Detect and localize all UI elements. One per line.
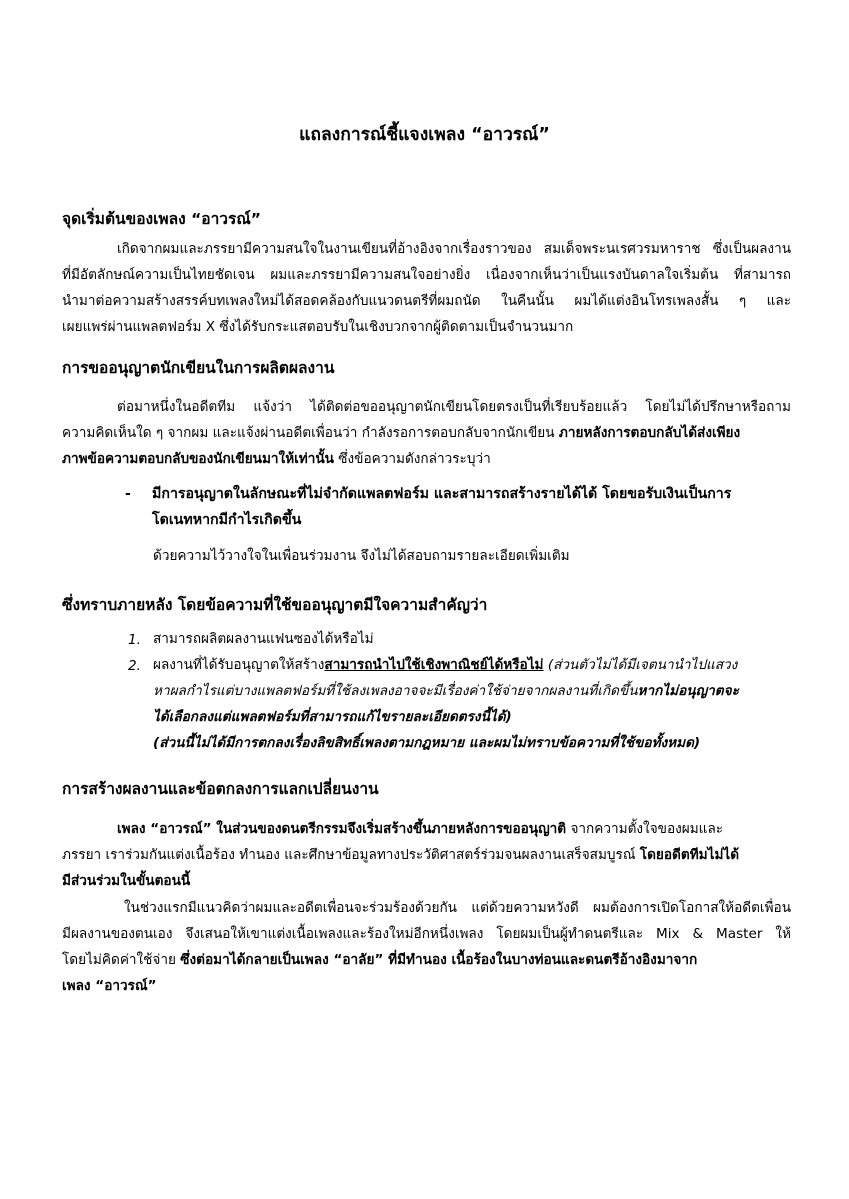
text-segment: โดยไม่คิดค่าใช้จ่าย (62, 952, 181, 968)
heading-request-text: ซึ่งทราบภายหลัง โดยข้อความที่ใช้ขออนุญาตมีใจความสำคัญว่า (62, 596, 488, 614)
bold-text: เพลง “อาวรณ์” ในส่วนของดนตรีกรรมจึงเริ่มสร้างขึ้นภายหลังการขออนุญาติ (117, 821, 567, 837)
rights-note: (ส่วนนี้ไม่ได้มีการตกลงเรื่องลิขสิทธิ์เพลงตามกฎหมาย และผมไม่ทราบข้อความที่ใช้ขอทั้งหมด) (153, 735, 701, 751)
quote-line: โดเนทหากมีกำไรเกิดขึ้น (152, 512, 302, 528)
paragraph-exchange (62, 895, 791, 999)
paragraph-line: ที่มีอัตลักษณ์ความเป็นไทยชัดเจน ผมและภรรยามีความสนใจอย่างยิ่ง เนื่องจากเห็นว่าเป็นแรงบันดาลใจเริ่มต้น ที่สามารถ (62, 267, 791, 283)
paragraph-line (62, 446, 791, 472)
paragraph-line: เผยแพร่ผ่านแพลตฟอร์ม X ซึ่งได้รับกระแสตอบรับในเชิงบวกจากผู้ติดตามเป็นจำนวนมาก (62, 319, 574, 335)
list-item-line (153, 652, 793, 678)
paragraph-line: ต่อมาหนึ่งในอดีตทีม แจ้งว่า ได้ติดต่อขออนุญาตนักเขียนโดยตรงเป็นที่เรียบร้อยแล้ว โดยไม่ได้ปรึกษาหรือถาม (117, 399, 791, 415)
list-item (153, 652, 793, 756)
bold-text: ซึ่งต่อมาได้กลายเป็นเพลง “อาลัย” ที่มีทำนอง เนื้อร้องในบางท่อนและดนตรีอ้างอิงมาจาก (180, 952, 698, 968)
paragraph-line (62, 420, 791, 446)
list-item: สามารถผลิตผลงานแฟนซองได้หรือไม่ (153, 631, 374, 647)
bold-italic-text: หากไม่อนุญาตจะ (637, 683, 739, 699)
quoted-permission (152, 481, 792, 533)
paragraph-line: เกิดจากผมและภรรยามีความสนใจในงานเขียนที่อ้างอิงจากเรื่องราวของ สมเด็จพระนเรศวรมหาราช ซึ่งเป็นผลงาน (117, 241, 791, 257)
bold-text: ภายหลังการตอบกลับได้ส่งเพียง (558, 425, 741, 441)
paragraph-line (62, 947, 791, 973)
paragraph-creation (62, 816, 791, 894)
paragraph-permission (62, 394, 791, 472)
paragraph-line: มีส่วนร่วมในขั้นตอนนี้ (62, 873, 191, 889)
italic-text: หาผลกำไรแต่บางแพลตฟอร์มที่ใช้ลงเพลงอาจจะมีเรื่องค่าใช้จ่ายจากผลงานที่เกิดขึ้น (153, 683, 638, 699)
paragraph-line: นำมาต่อความสร้างสรรค์บทเพลงใหม่ได้สอดคล้องกับแนวดนตรีที่ผมถนัด ในคืนนั้น ผมได้แต่งอินโทรเพลงสั้น ๆ และ (62, 293, 791, 309)
text-segment: ภรรยา เราร่วมกันแต่งเนื้อร้อง ทำนอง และศึกษาข้อมูลทางประวัติศาสตร์ร่วมจนผลงานเสร็จสมบูรณ์ (62, 847, 640, 863)
list-item-line (153, 678, 793, 704)
heading-creation: การสร้างผลงานและข้อตกลงการแลกเปลี่ยนงาน (62, 780, 379, 798)
list-item-line: ได้เลือกลงแต่แพลตฟอร์มที่สามารถแก้ไขรายละเอียดตรงนี้ได้) (153, 709, 512, 725)
text-segment: ความคิดเห็นใด ๆ จากผม และแจ้งผ่านอดีตเพื่อนว่า กำลังรอการตอบกลับจากนักเขียน (62, 425, 559, 441)
list-number: 1. (128, 632, 141, 648)
text-segment: ผลงานที่ได้รับอนุญาตให้สร้าง (153, 657, 325, 673)
text-segment: จากความตั้งใจของผมและ (566, 821, 724, 837)
heading-origin: จุดเริ่มต้นของเพลง “อาวรณ์” (62, 210, 261, 228)
italic-text: (ส่วนตัวไม่ได้มีเจตนานำไปแสวง (543, 657, 738, 673)
paragraph-line: มีผลงานของตนเอง จึงเสนอให้เขาแต่งเนื้อเพลงและร้องใหม่อีกหนึ่งเพลง โดยผมเป็นผู้ทำดนตรีและ Mix & Master ให้ (62, 926, 791, 942)
heading-permission: การขออนุญาตนักเขียนในการผลิตผลงาน (62, 359, 335, 377)
paragraph-line: ในช่วงแรกมีแนวคิดว่าผมและอดีตเพื่อนจะร่วมร้องด้วยกัน แต่ด้วยความหวังดี ผมต้องการเปิดโอกาสให้อดีตเพื่อน (124, 900, 791, 916)
paragraph-line (62, 842, 791, 868)
underlined-bold-text: สามารถนำไปใช้เชิงพาณิชย์ได้หรือไม่ (324, 657, 544, 673)
quote-line: มีการอนุญาตในลักษณะที่ไม่จำกัดแพลตฟอร์ม และสามารถสร้างรายได้ได้ โดยขอรับเงินเป็นการ (152, 486, 732, 502)
document-title: แถลงการณ์ชี้แจงเพลง “อาวรณ์” (299, 125, 550, 145)
text-segment: ซึ่งข้อความดังกล่าวระบุว่า (333, 451, 491, 467)
paragraph-line (62, 816, 791, 842)
bold-text: ภาพข้อความตอบกลับของนักเขียนมาให้เท่านั้น (62, 451, 334, 467)
bold-text: โดยอดีตทีมไม่ได้ (639, 847, 740, 863)
list-number: 2. (128, 658, 141, 674)
bullet-dash: - (125, 486, 131, 502)
paragraph-origin (62, 236, 791, 340)
paragraph-line: เพลง “อาวรณ์” (62, 978, 157, 994)
trust-note: ด้วยความไว้วางใจในเพื่อนร่วมงาน จึงไม่ได้สอบถามรายละเอียดเพิ่มเติม (153, 548, 570, 564)
